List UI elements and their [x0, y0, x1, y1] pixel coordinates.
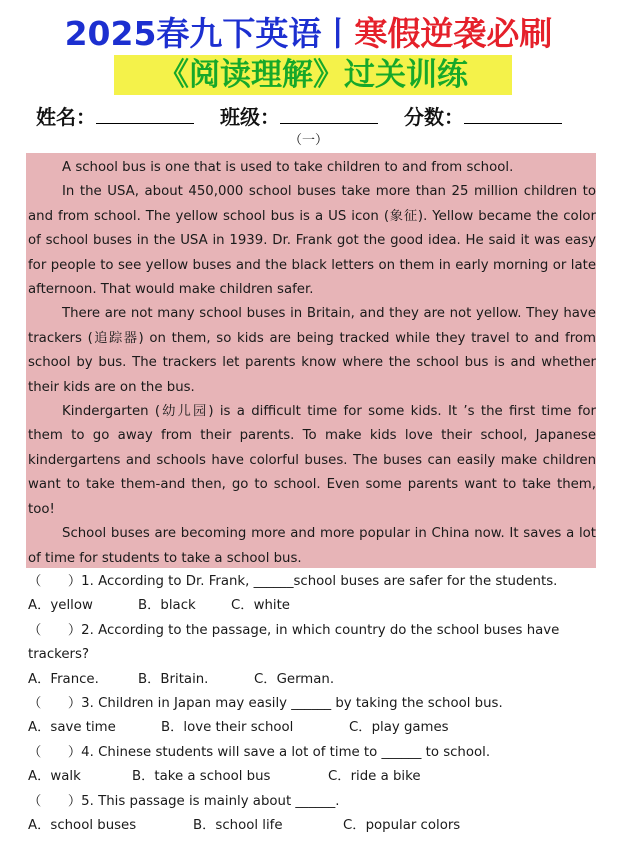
question-3-option-b[interactable]: B．love their school: [161, 720, 294, 736]
title-blue-part: 2025春九下英语丨: [64, 14, 355, 53]
question-3-option-c[interactable]: C．play games: [349, 720, 449, 736]
question-2-option-b[interactable]: B．Britain.: [138, 671, 209, 687]
passage-paragraph: In the USA, about 450,000 school buses take more than 25 million children to and from school. The yellow school bus is a US icon (象征). Yellow became the color of school buses in the USA in 1939. Dr. Frank got the good idea. He said it was easy for people to see yellow buses and the black letters on them in early morning or late afternoon. That would make children safer.: [28, 184, 596, 298]
name-blank-line[interactable]: [96, 101, 194, 124]
question-1-option-a[interactable]: A．yellow: [28, 598, 93, 614]
passage-paragraph: School buses are becoming more and more popular in China now. It saves a lot of time for students to take a school bus.: [28, 526, 596, 566]
reading-passage: [26, 153, 596, 568]
class-label: 班级：: [220, 105, 280, 129]
question-2-option-a[interactable]: A．France.: [28, 671, 99, 687]
passage-paragraph: A school bus is one that is used to take children to and from school.: [62, 160, 514, 175]
question-list: [28, 570, 598, 838]
question-5-options: [28, 814, 598, 838]
student-info-fields: [36, 101, 596, 131]
question-2-options: [28, 668, 598, 692]
title-red-part: 寒假逆袭必刷: [354, 14, 553, 53]
question-4-option-c[interactable]: C．ride a bike: [328, 769, 421, 785]
question-1-options: [28, 594, 598, 618]
question-5-option-b[interactable]: B．school life: [193, 818, 283, 834]
worksheet-subtitle: 《阅读理解》过关训练: [114, 55, 512, 95]
class-blank-line[interactable]: [280, 101, 378, 124]
question-5-stem: （ ）5. This passage is mainly about ______.: [28, 793, 340, 809]
score-field[interactable]: [404, 101, 562, 132]
score-blank-line[interactable]: [464, 101, 562, 124]
class-field[interactable]: [220, 101, 378, 132]
question-5-option-c[interactable]: C．popular colors: [343, 818, 461, 834]
question-4-option-b[interactable]: B．take a school bus: [132, 769, 271, 785]
question-1-stem: （ ）1. According to Dr. Frank, ______school buses are safer for the students.: [28, 574, 558, 589]
question-3-options: [28, 716, 598, 740]
question-4-stem: （ ）4. Chinese students will save a lot of time to ______ to school.: [28, 744, 491, 760]
question-1-option-b[interactable]: B．black: [138, 598, 196, 614]
section-label: （一）: [288, 133, 328, 148]
question-1-option-c[interactable]: C．white: [231, 598, 290, 614]
worksheet-title: [0, 14, 617, 54]
question-2-option-c[interactable]: C．German.: [254, 671, 335, 687]
name-label: 姓名：: [36, 105, 96, 129]
question-3-option-a[interactable]: A．save time: [28, 720, 116, 736]
name-field[interactable]: [36, 101, 194, 132]
passage-paragraph: Kindergarten (幼儿园) is a difficult time for some kids. It ’s the first time for them to go away from their parents. To make kids love their school, Japanese kindergartens and schools have colorful buses. The buses can easily make children want to take them-and then, go to school. Even some parents want to take them, too!: [28, 404, 596, 517]
score-label: 分数：: [404, 105, 464, 129]
question-3-stem: （ ）3. Children in Japan may easily ______ by taking the school bus.: [28, 696, 503, 712]
question-4-option-a[interactable]: A．walk: [28, 769, 81, 785]
question-2-stem: （ ）2. According to the passage, in which country do the school buses have trackers?: [28, 622, 560, 663]
question-5-option-a[interactable]: A．school buses: [28, 818, 137, 834]
question-4-options: [28, 765, 598, 789]
passage-paragraph: There are not many school buses in Britain, and they are not yellow. They have trackers (追踪器) on them, so kids are being tracked while they travel to and from school by bus. The trackers let parents know where the school bus is and whether their kids are on the bus.: [28, 306, 596, 395]
